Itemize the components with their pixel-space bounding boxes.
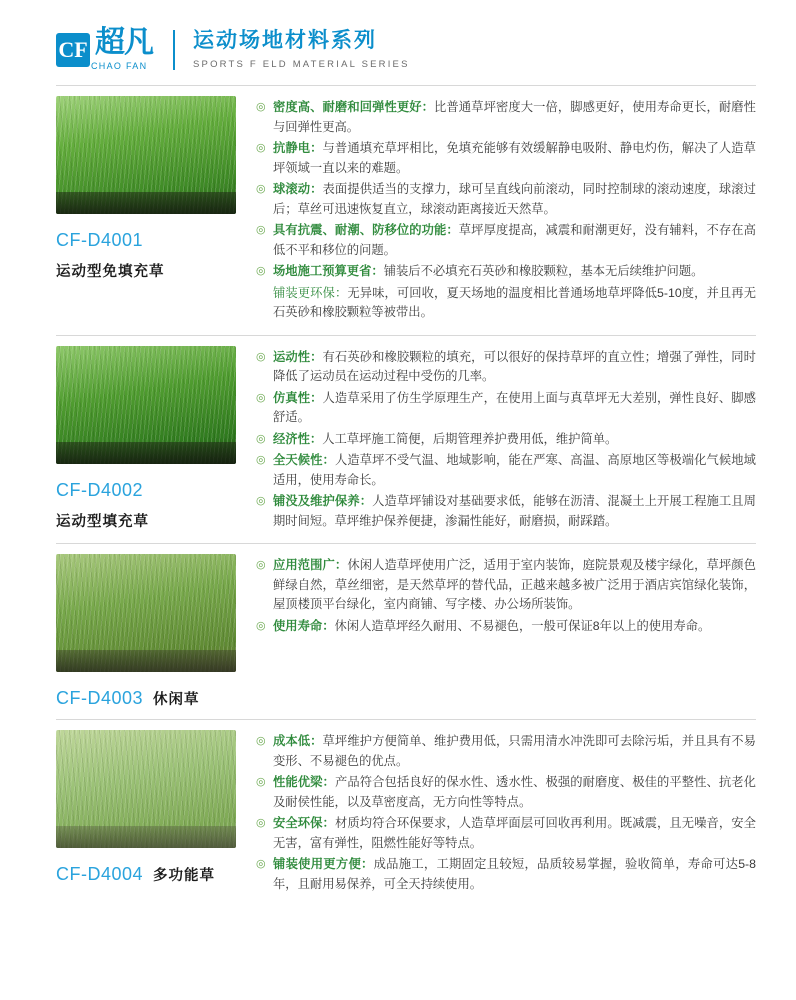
- list-item: [256, 855, 756, 894]
- product-right-column: [246, 346, 756, 534]
- feature-body: 表面提供适当的支撑力，球可呈直线向前滚动，同时控制球的滚动速度，球滚过后；草丝可迅速恢复直立，球滚动距离接近天然草。: [273, 182, 756, 216]
- circle-bullet-icon: ◎: [256, 224, 266, 236]
- list-item: [256, 451, 756, 490]
- product-code: CF-D4004: [56, 864, 144, 884]
- list-item: [256, 773, 756, 812]
- note-body: 无异味，可回收，夏天场地的温度相比普通场地草坪降低5-10度，并且再无石英砂和橡胶颗粒等被带出。: [273, 285, 756, 319]
- list-item: [256, 389, 756, 428]
- list-item-note: [256, 284, 756, 323]
- page-subtitle: SPORTS F ELD MATERIAL SERIES: [193, 58, 410, 70]
- feature-body: 人工草坪施工简便，后期管理养护费用低，维护简单。: [322, 431, 618, 446]
- feature-body: 成品施工，工期固定且较短，品质较易掌握，验收简单，寿命可达5-8年，且耐用易保养，可全天持续使用。: [273, 857, 756, 891]
- feature-lead: 仿真性：: [273, 390, 323, 405]
- circle-bullet-icon: ◎: [256, 858, 266, 870]
- note-lead: 铺装更环保：: [273, 285, 348, 300]
- feature-lead: 安全环保：: [273, 816, 335, 830]
- turf-backing: [56, 650, 236, 672]
- list-item: [256, 348, 756, 387]
- circle-bullet-icon: ◎: [256, 432, 266, 445]
- product-code: CF-D4003: [56, 688, 144, 708]
- feature-body: 人造草采用了仿生学原理生产，在使用上面与真草坪无大差别，弹性良好、脚感舒适。: [273, 390, 756, 424]
- circle-bullet-icon: ◎: [256, 391, 266, 404]
- feature-list: [256, 98, 756, 323]
- product-name: 多功能草: [153, 868, 216, 884]
- product-left-column: [56, 554, 246, 709]
- product-name: 休闲草: [153, 692, 200, 708]
- product-left-column: [56, 346, 246, 534]
- logo-mark-icon: CF: [56, 33, 90, 67]
- product-section-d4002: [0, 336, 796, 544]
- product-right-column: [246, 554, 756, 709]
- page-header: [0, 0, 796, 85]
- circle-bullet-icon: ◎: [256, 735, 266, 747]
- header-title-block: [193, 29, 410, 69]
- turf-backing: [56, 442, 236, 464]
- artificial-turf-sample-d4003: [56, 554, 236, 672]
- list-item: [256, 617, 756, 637]
- product-section-d4004: [0, 720, 796, 906]
- feature-body: 比普通草坪密度大一倍，脚感更好，使用寿命更长，耐磨性与回弹性更高。: [273, 100, 756, 134]
- feature-lead: 性能优梁：: [273, 775, 335, 789]
- feature-lead: 密度高、耐磨和回弹性更好：: [273, 100, 435, 114]
- list-item: [256, 262, 756, 282]
- list-item: [256, 556, 756, 615]
- feature-body: 人造草坪不受气温、地域影响，能在严寒、高温、高原地区等极端化气候地域适用，使用寿命长。: [273, 453, 756, 487]
- list-item: [256, 221, 756, 260]
- circle-bullet-icon: ◎: [256, 142, 266, 154]
- feature-list: [256, 348, 756, 532]
- feature-body: 休闲人造草坪使用广泛，适用于室内装饰，庭院景观及楼宇绿化，草坪颜色鲜绿自然，草丝细密，是天然草坪的替代品，正越来越多被广泛用于酒店宾馆绿化装饰，屋顶楼顶平台绿化，室内商铺、写字楼、办公场所装饰。: [273, 558, 756, 611]
- feature-lead: 经济性：: [273, 431, 323, 446]
- feature-body: 人造草坪铺设对基础要求低，能够在沥清、混凝土上开展工程施工且周期时间短。草坪维护保养便捷，渗漏性能好，耐磨损，耐踩踏。: [273, 494, 756, 528]
- circle-bullet-icon: ◎: [256, 350, 266, 363]
- feature-body: 草坪维护方便简单、维护费用低，只需用清水冲洗即可去除污垢，并且具有不易变形、不易褪色的优点。: [273, 734, 756, 768]
- list-item: [256, 139, 756, 178]
- circle-bullet-icon: ◎: [256, 454, 266, 466]
- artificial-turf-sample-d4004: [56, 730, 236, 848]
- product-section-d4001: [0, 86, 796, 335]
- logo-chinese-name: 超凡: [95, 26, 153, 59]
- feature-lead: 铺没及维护保养：: [273, 494, 373, 508]
- feature-body: 休闲人造草坪经久耐用、不易褪色，一般可保证8年以上的使用寿命。: [334, 618, 711, 633]
- artificial-turf-sample-d4001: [56, 96, 236, 214]
- list-item: [256, 492, 756, 531]
- circle-bullet-icon: ◎: [256, 101, 266, 113]
- product-label-row: [56, 688, 246, 709]
- feature-body: 草坪厚度提高，减震和耐潮更好，没有辅料，不存在高低不平和移位的问题。: [273, 223, 756, 257]
- product-code: CF-D4002: [56, 479, 144, 500]
- circle-bullet-icon: ◎: [256, 817, 266, 829]
- header-divider: [173, 30, 175, 70]
- feature-lead: 使用寿命：: [273, 618, 335, 633]
- feature-lead: 抗静电：: [273, 141, 323, 155]
- logo-text: [90, 28, 153, 71]
- product-name: 运动型填充草: [56, 513, 149, 530]
- product-left-column: [56, 96, 246, 325]
- product-right-column: [246, 96, 756, 325]
- logo-english-name: CHAO FAN: [91, 61, 148, 71]
- list-item: [256, 430, 756, 450]
- artificial-turf-sample-d4002: [56, 346, 236, 464]
- feature-lead: 运动性：: [273, 349, 323, 364]
- feature-body: 产品符合包括良好的保水性、透水性、极强的耐磨度、极佳的平整性、抗老化及耐侯性能，以及草密度高，无方向性等特点。: [273, 775, 756, 809]
- product-name: 运动型免填充草: [56, 264, 165, 280]
- feature-body: 材质均符合环保要求，人造草坪面层可回收再利用。既减震，且无噪音，安全无害，富有弹性，阻燃性能好等特点。: [273, 816, 756, 850]
- circle-bullet-icon: ◎: [256, 495, 266, 507]
- circle-bullet-icon: ◎: [256, 183, 266, 195]
- feature-lead: 全天候性：: [273, 453, 335, 467]
- product-right-column: [246, 730, 756, 896]
- feature-lead: 成本低：: [273, 734, 323, 748]
- circle-bullet-icon: ◎: [256, 265, 266, 277]
- feature-list: [256, 732, 756, 894]
- circle-bullet-icon: ◎: [256, 619, 266, 632]
- turf-backing: [56, 192, 236, 214]
- feature-body: 与普通填充草坪相比，免填充能够有效缓解静电吸附、静电灼伤，解决了人造草坪领域一直以来的难题。: [273, 141, 756, 175]
- feature-lead: 具有抗震、耐潮、防移位的功能：: [273, 223, 459, 237]
- page-title: 运动场地材料系列: [193, 29, 377, 53]
- list-item: [256, 180, 756, 219]
- feature-lead: 铺装使用更方便：: [273, 857, 374, 871]
- feature-list: [256, 556, 756, 636]
- list-item: [256, 98, 756, 137]
- list-item: [256, 732, 756, 771]
- product-section-d4003: [0, 544, 796, 719]
- feature-lead: 球滚动：: [273, 182, 323, 196]
- feature-body: 有石英砂和橡胶颗粒的填充，可以很好的保持草坪的直立性；增强了弹性，同时降低了运动员在运动过程中受伤的几率。: [273, 349, 756, 383]
- feature-lead: 场地施工预算更省：: [273, 264, 384, 278]
- product-label-row: [56, 864, 246, 885]
- circle-bullet-icon: ◎: [256, 776, 266, 788]
- brand-logo: [56, 28, 153, 71]
- turf-backing: [56, 826, 236, 848]
- product-left-column: [56, 730, 246, 896]
- list-item: [256, 814, 756, 853]
- feature-body: 铺装后不必填充石英砂和橡胶颗粒，基本无后续维护问题。: [383, 264, 704, 278]
- product-code: CF-D4001: [56, 230, 144, 250]
- feature-lead: 应用范围广：: [273, 558, 348, 572]
- circle-bullet-icon: ◎: [256, 559, 266, 571]
